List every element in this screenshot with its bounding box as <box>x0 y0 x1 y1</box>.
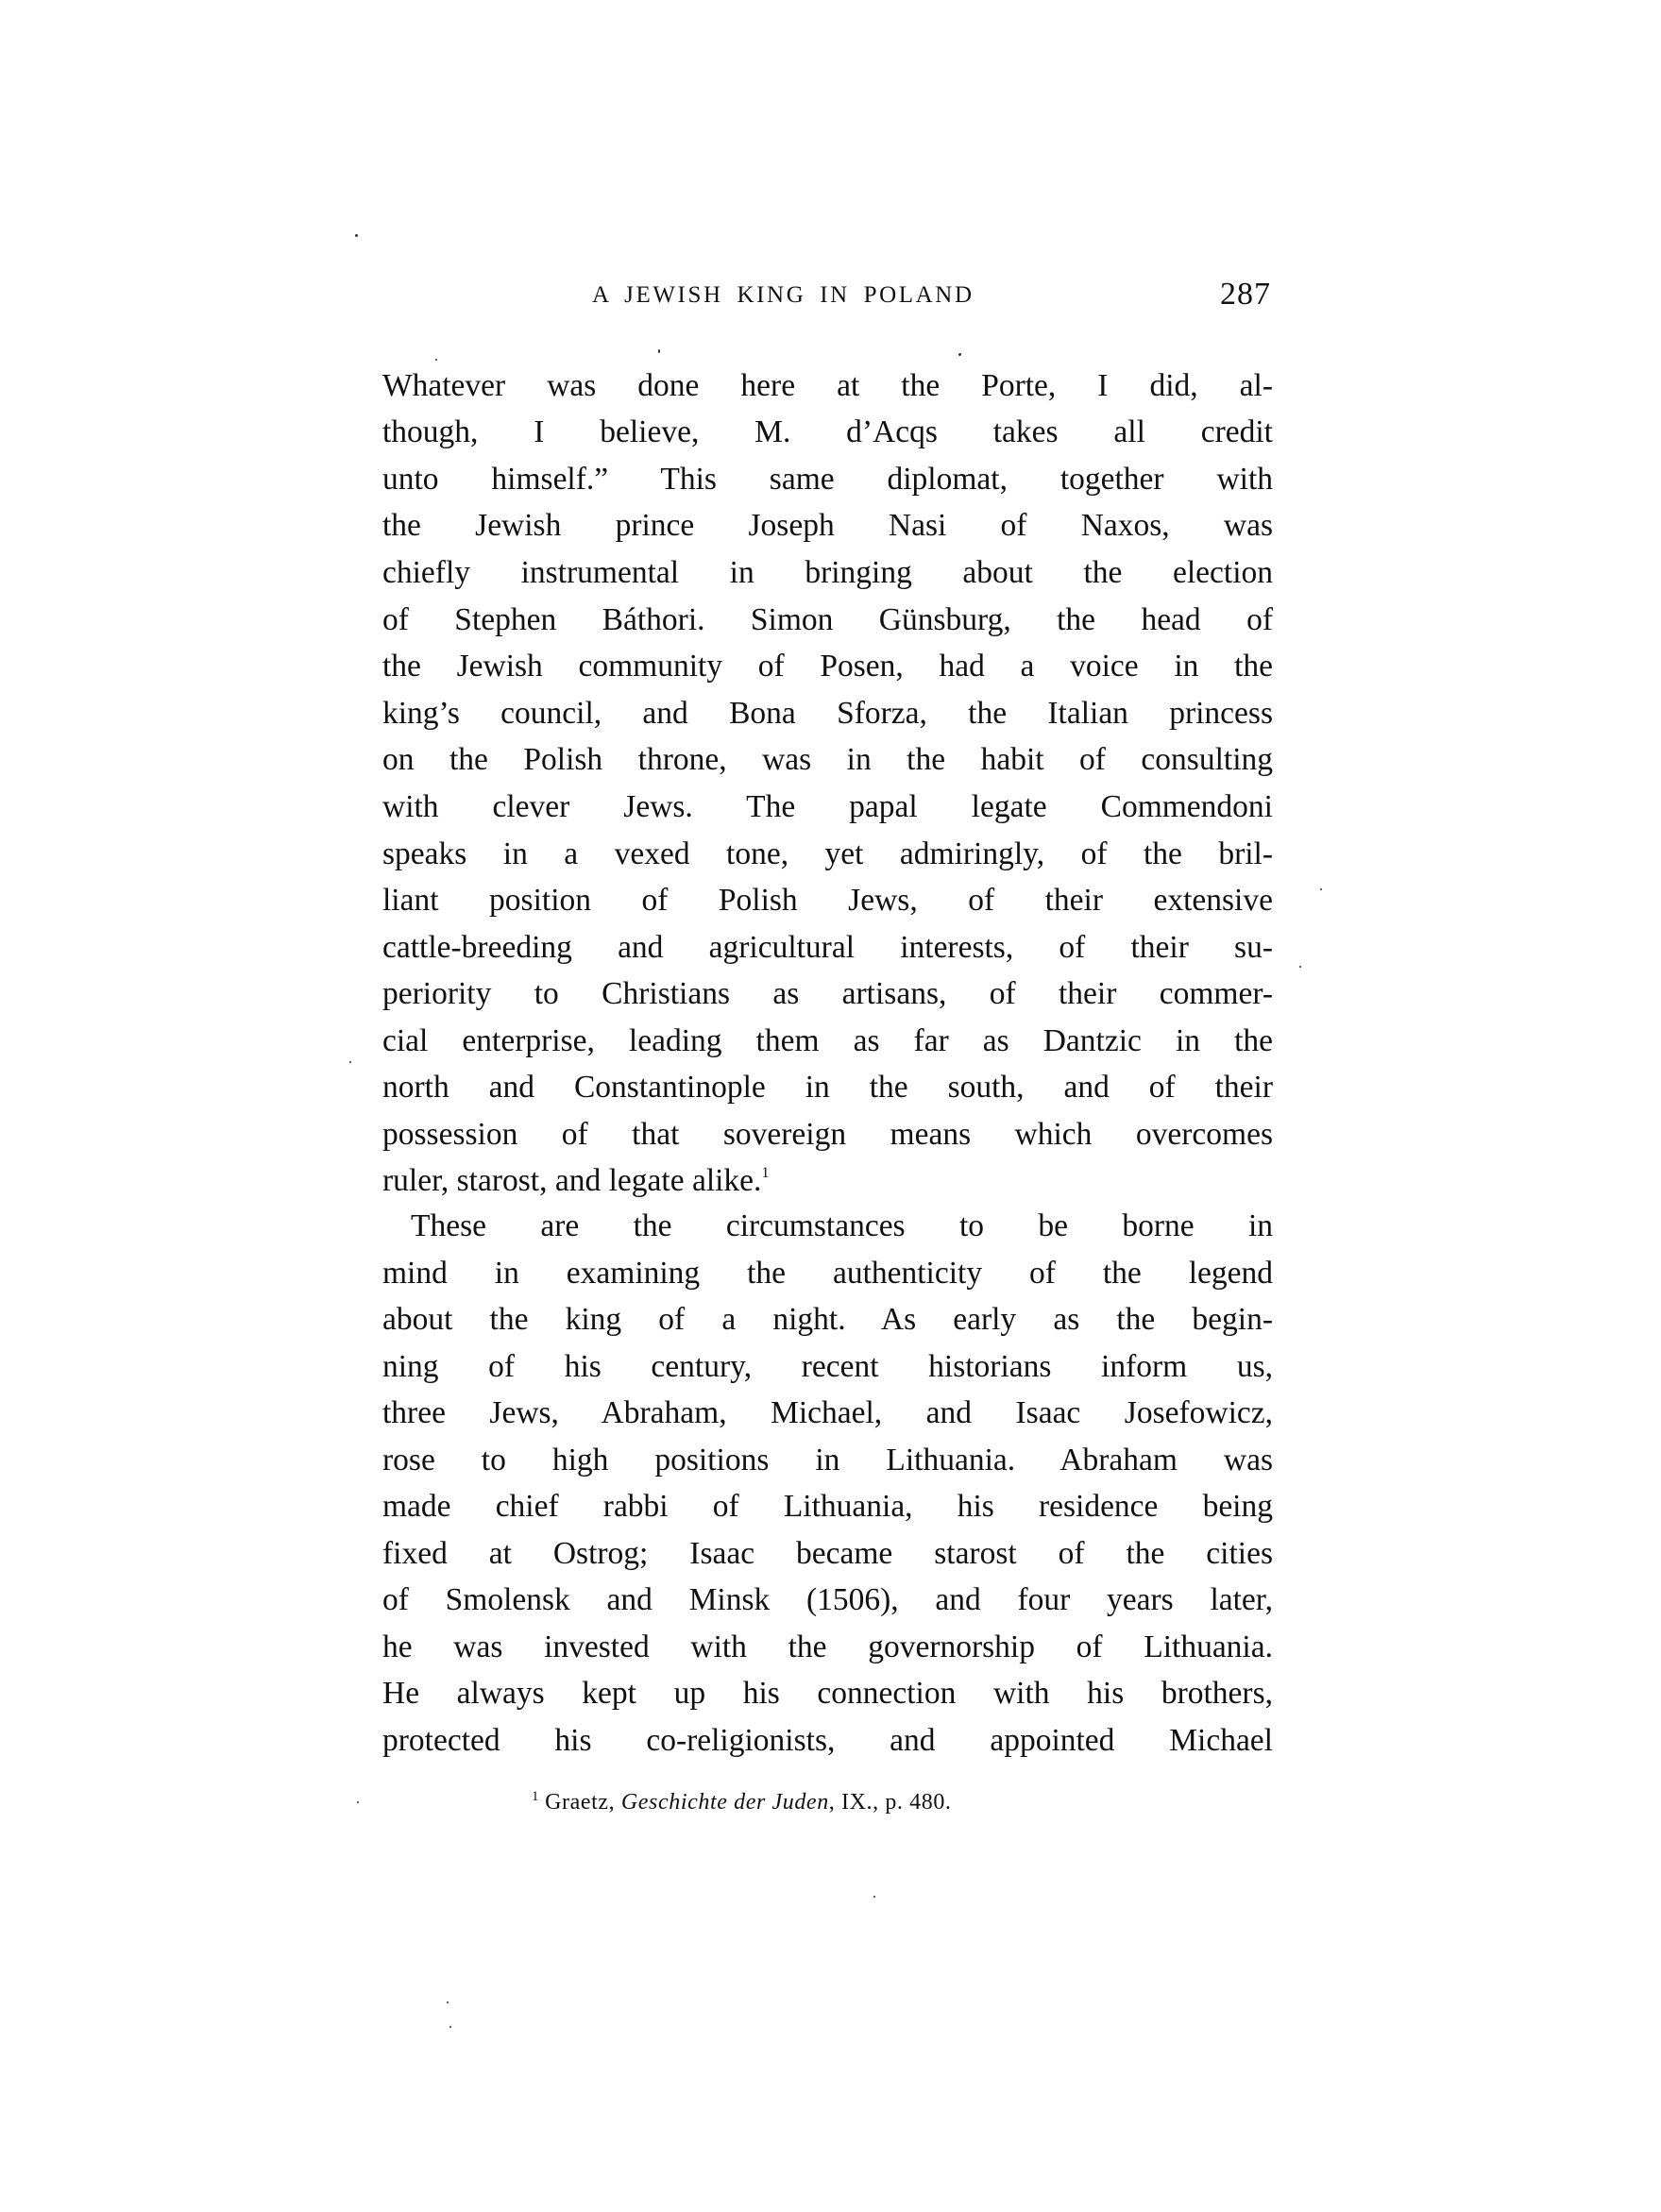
scan-speck <box>447 2001 449 2003</box>
scan-speck <box>873 1896 875 1898</box>
scan-speck <box>349 1061 351 1063</box>
text-line: about the king of a night. As early as the begin- <box>382 1302 1273 1337</box>
text-line: periority to Christians as artisans, of their commer- <box>382 976 1273 1011</box>
text-line: made chief rabbi of Lithuania, his residence being <box>382 1489 1273 1524</box>
scan-speck <box>355 234 358 237</box>
text-line: though, I believe, M. d’Acqs takes all credit <box>382 414 1273 449</box>
text-line: the Jewish community of Posen, had a voice in the <box>382 649 1273 684</box>
line-text: ruler, starost, and legate alike. <box>382 1163 762 1198</box>
text-line-indented: These are the circumstances to be borne in <box>411 1208 1273 1243</box>
text-line: on the Polish throne, was in the habit of consulting <box>382 742 1273 777</box>
scan-speck <box>435 359 437 361</box>
text-line: of Smolensk and Minsk (1506), and four years later, <box>382 1582 1273 1617</box>
text-line: He always kept up his connection with his brothers, <box>382 1676 1273 1711</box>
text-line: speaks in a vexed tone, yet admiringly, of the bril- <box>382 836 1273 871</box>
text-line: the Jewish prince Joseph Nasi of Naxos, was <box>382 508 1273 543</box>
page-number: 287 <box>1220 277 1271 312</box>
footnote-title: Geschichte der Juden <box>620 1790 829 1815</box>
text-line: of Stephen Báthori. Simon Günsburg, the head of <box>382 602 1273 637</box>
footnote <box>532 1786 1155 1818</box>
text-line: ning of his century, recent historians inform us, <box>382 1349 1273 1384</box>
footnote-author: Graetz, <box>545 1790 616 1815</box>
text-line: three Jews, Abraham, Michael, and Isaac Josefowicz, <box>382 1395 1273 1430</box>
scan-speck <box>658 349 660 353</box>
footnote-citation: , IX., p. 480. <box>828 1790 952 1815</box>
text-line: liant position of Polish Jews, of their extensive <box>382 883 1273 918</box>
text-line: Whatever was done here at the Porte, I did, al- <box>382 368 1273 403</box>
footnote-reference[interactable]: 1 <box>761 1165 770 1181</box>
text-line: chiefly instrumental in bringing about the election <box>382 555 1273 590</box>
text-line: he was invested with the governorship of Lithuania. <box>382 1629 1273 1664</box>
scan-speck <box>449 2026 451 2028</box>
text-line: north and Constantinople in the south, and of their <box>382 1070 1273 1105</box>
text-line-last <box>382 1157 1273 1205</box>
text-line: mind in examining the authenticity of the legend <box>382 1256 1273 1291</box>
scan-speck <box>357 1801 359 1803</box>
text-line: rose to high positions in Lithuania. Abraham was <box>382 1443 1273 1477</box>
running-title: A JEWISH KING IN POLAND <box>592 282 975 308</box>
text-line: king’s council, and Bona Sforza, the Italian princess <box>382 696 1273 731</box>
text-line: cattle-breeding and agricultural interests, of their su- <box>382 930 1273 965</box>
text-line: possession of that sovereign means which overcomes <box>382 1117 1273 1152</box>
text-line: protected his co-religionists, and appointed Michael <box>382 1723 1273 1758</box>
text-line: fixed at Ostrog; Isaac became starost of the cities <box>382 1536 1273 1571</box>
running-head <box>382 277 1273 314</box>
text-line: with clever Jews. The papal legate Commendoni <box>382 789 1273 824</box>
text-line: unto himself.” This same diplomat, together with <box>382 462 1273 497</box>
scan-speck <box>958 353 961 356</box>
text-line: cial enterprise, leading them as far as Dantzic in the <box>382 1023 1273 1058</box>
scan-speck <box>1320 888 1322 890</box>
scan-speck <box>1299 966 1301 968</box>
footnote-number: 1 <box>532 1789 540 1804</box>
